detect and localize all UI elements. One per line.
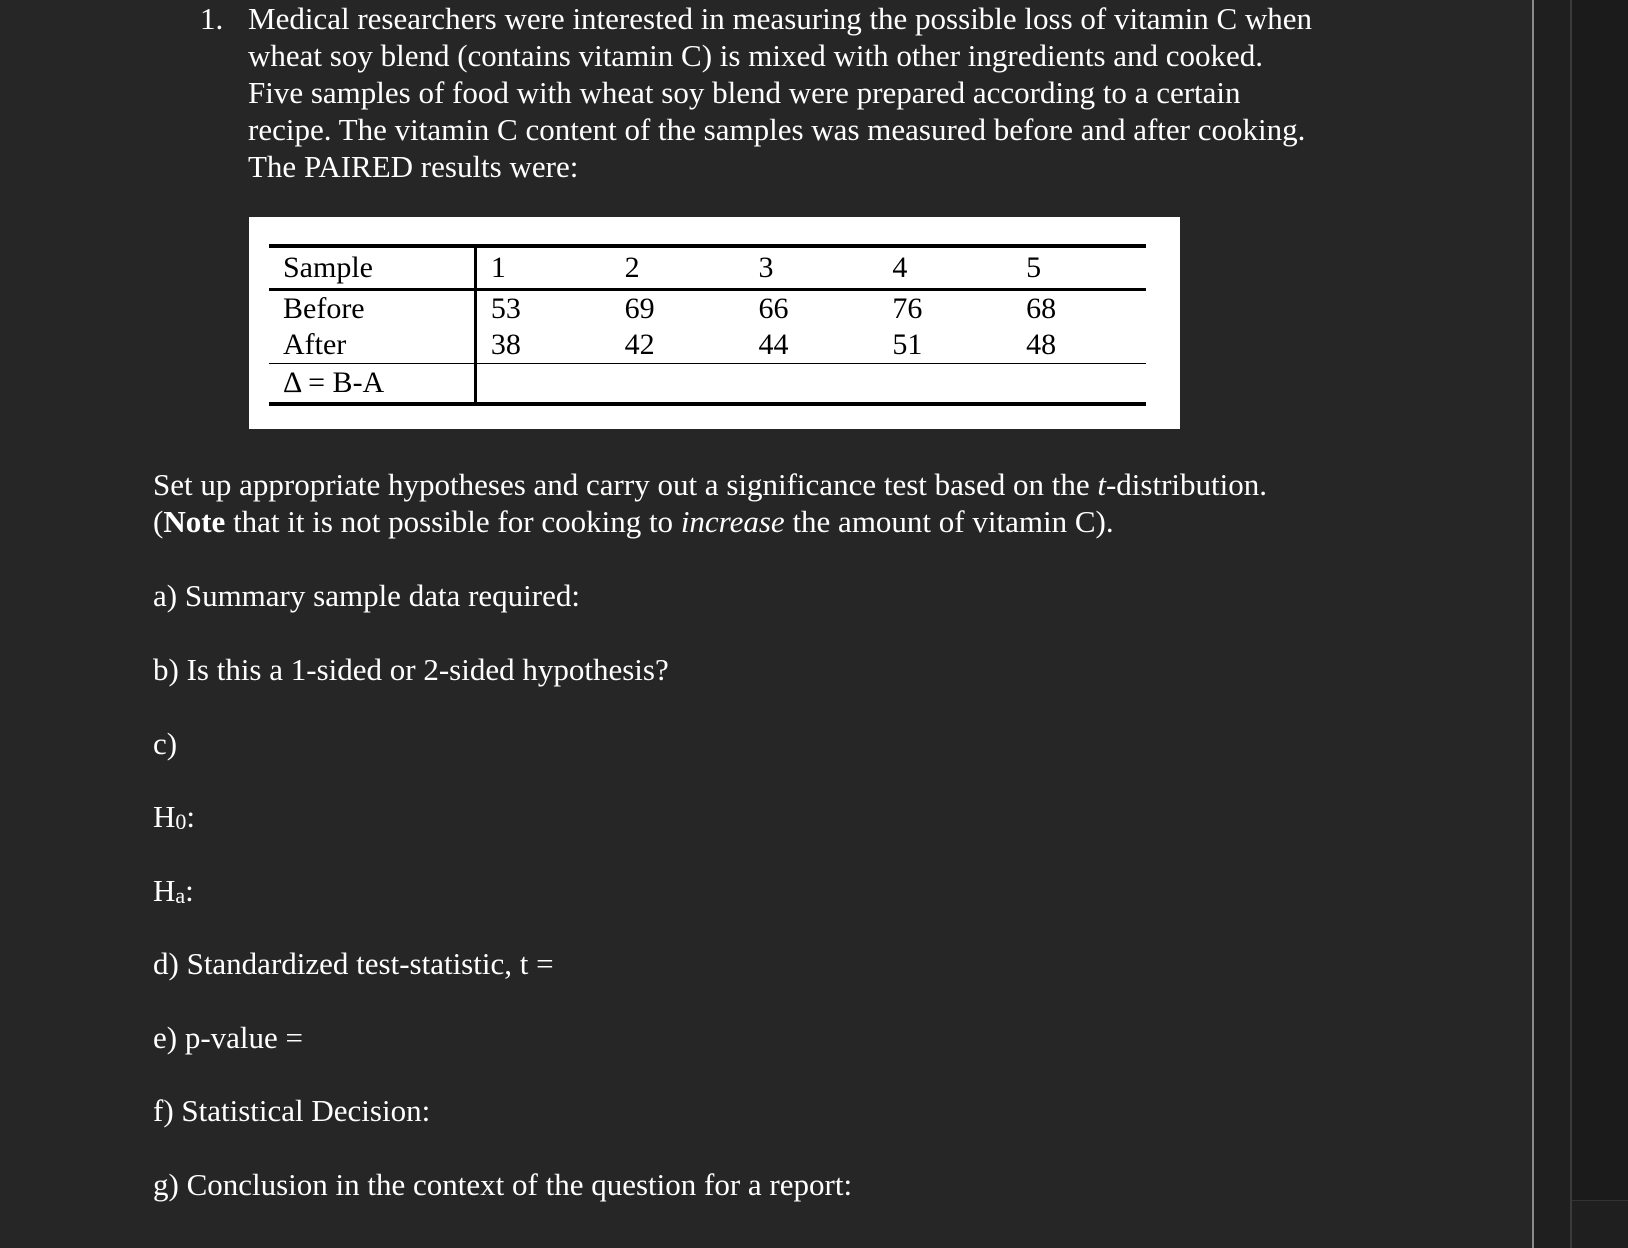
instructions-text: Set up appropriate hypotheses and carry out a significance test based on the: [153, 467, 1098, 502]
delta-cell[interactable]: [475, 364, 610, 405]
scrollbar-thumb[interactable]: [1572, 0, 1628, 1201]
before-cell: 68: [1026, 292, 1057, 325]
paired-data-table-box: [249, 217, 1180, 429]
increase-italic: increase: [680, 504, 785, 539]
row-label-before: Before: [269, 290, 475, 328]
alt-hypothesis-label: [153, 872, 194, 914]
colon: :: [185, 873, 194, 908]
part-c: c): [153, 726, 178, 761]
after-cell: 48: [1012, 327, 1146, 364]
sample-cell: 3: [744, 246, 878, 290]
null-hypothesis-label: [153, 798, 195, 840]
instructions-text: -distribution.: [1105, 467, 1267, 502]
paren: (: [153, 504, 164, 539]
after-cell: 38: [475, 327, 610, 364]
instructions-line-1: [153, 466, 1267, 503]
instructions-line-2: [153, 503, 1114, 540]
part-d: d) Standardized test-statistic, t =: [153, 946, 554, 981]
delta-cell[interactable]: [611, 364, 745, 405]
after-cell: 42: [611, 327, 745, 364]
after-cell: 44: [744, 327, 878, 364]
sample-cell: 1: [475, 246, 610, 290]
table-row-after: [269, 327, 1146, 364]
sample-cell: 2: [611, 246, 745, 290]
part-a: a) Summary sample data required:: [153, 578, 580, 613]
table-row-sample: [269, 246, 1146, 290]
delta-cell[interactable]: [878, 364, 1012, 405]
note-bold: Note: [163, 504, 226, 539]
part-g: g) Conclusion in the context of the question for a report:: [153, 1167, 853, 1202]
before-cell: 66: [758, 292, 789, 325]
table-row-delta: [269, 364, 1146, 405]
delta-cell[interactable]: [744, 364, 878, 405]
row-label-after: After: [269, 327, 475, 364]
instructions-text: that it is not possible for cooking to: [225, 504, 681, 539]
before-cell: 76: [892, 292, 923, 325]
before-cell: 53: [490, 292, 521, 325]
ha-subscript: a: [175, 883, 186, 908]
sample-cell: 5: [1012, 246, 1146, 290]
h0-subscript: 0: [175, 809, 187, 834]
question-text: [248, 0, 1358, 185]
question-line: Medical researchers were interested in measuring the possible loss of vitamin C when: [248, 1, 1313, 36]
delta-cell[interactable]: [1012, 364, 1146, 405]
colon: :: [186, 799, 196, 834]
before-cell: 69: [624, 292, 655, 325]
t-italic: t: [1097, 467, 1106, 502]
question-line: Five samples of food with wheat soy blend were prepared according to a certain: [248, 75, 1241, 110]
instructions-text: the amount of vitamin C).: [784, 504, 1114, 539]
table-row-before: [269, 290, 1146, 328]
paired-data-table: [269, 244, 1146, 406]
scrollbar[interactable]: [1534, 0, 1628, 1248]
h-letter: H: [153, 873, 176, 908]
row-label-delta: Δ = B-A: [269, 364, 475, 405]
sample-cell: 4: [878, 246, 1012, 290]
part-b: b) Is this a 1-sided or 2-sided hypothesis?: [153, 652, 669, 687]
part-f: f) Statistical Decision:: [153, 1093, 431, 1128]
part-e: e) p-value =: [153, 1020, 304, 1055]
h-letter: H: [153, 799, 176, 834]
question-number: 1.: [200, 1, 224, 36]
row-label-sample: Sample: [269, 246, 475, 290]
question-line: recipe. The vitamin C content of the samples was measured before and after cooking.: [248, 112, 1306, 147]
question-line: The PAIRED results were:: [248, 149, 579, 184]
question-line: wheat soy blend (contains vitamin C) is mixed with other ingredients and cooked.: [248, 38, 1264, 73]
after-cell: 51: [878, 327, 1012, 364]
